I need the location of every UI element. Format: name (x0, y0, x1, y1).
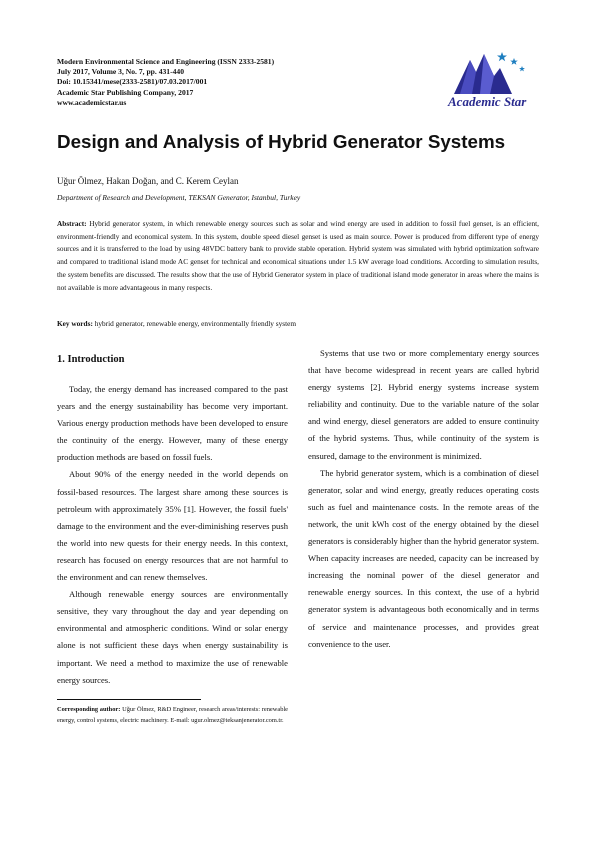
paragraph: Systems that use two or more complementary energy sources that have become widespread in recent years are called hybrid energy systems [2]. Hybrid energy systems increase system reliability and continuity. Due to the variable nature of the solar and wind energy, diesel generators are added to ensure continuity of the hybrid systems. Thus, while continuity of the system is ensured, damage to the environment is minimized. (308, 348, 539, 461)
journal-url: www.academicstar.us (57, 97, 127, 107)
section-heading: 1. Introduction (57, 354, 125, 365)
keywords (57, 319, 296, 329)
paragraph: Today, the energy demand has increased compared to the past years and the energy sustainability has become very important. Various energy production methods have been developed to ensure the continuity of the energy. However, many of these energy production methods are based on fossil fuels. (57, 384, 288, 463)
author-list: Uğur Ölmez, Hakan Doğan, and C. Kerem Ceylan (57, 176, 239, 186)
footnote-divider (57, 699, 201, 700)
academic-star-logo (440, 44, 544, 112)
right-column (308, 345, 539, 653)
journal-header (57, 57, 357, 108)
paper-title: Design and Analysis of Hybrid Generator Systems (57, 131, 506, 152)
footnote-label: Corresponding author: (57, 706, 121, 713)
affiliation: Department of Research and Development, TEKSAN Generator, Istanbul, Turkey (57, 193, 301, 202)
abstract-text: Hybrid generator system, in which renewable energy sources such as solar and wind energy are used in addition to fossil fuel genset, is an efficient, environment-friendly and economical system. In this system, double speed diesel genset is used as main source. Power is produced from different type of energy sources and it is transferred to the load by using 48VDC battery bank to provide stable operation. Hybrid system was simulated with hybrid optimization software and compared to traditional island mode AC genset for technical and economical situations under 1.5 kW average load conditions. According to simulation results, the system benefits are discussed. The results show that the use of Hybrid Generator system in place of traditional island mode generator in areas where the mains is not available is more advantageous in many respects. (57, 219, 539, 292)
abstract-label: Abstract: (57, 219, 87, 228)
paragraph: About 90% of the energy needed in the world depends on fossil-based resources. The largest share among these sources is petroleum with approximately 35% [1]. However, the fossil fuels' damage to the environment and the ever-diminishing reserves push the world into new quests for their energy needs. In this context, research has focused on energy resources that are not harmful to the environment and can renew themselves. (57, 469, 288, 583)
footnote-text: Uğur Ölmez, R&D Engineer, research areas/interests: renewable energy, control systems, electric machinery. E-mail: ugur.olmez@teksanjenerator.com.tr. (57, 706, 288, 724)
journal-doi: Doi: 10.15341/mese(2333-2581)/07.03.2017/001 (57, 77, 208, 87)
left-column (57, 345, 288, 689)
paragraph: Although renewable energy sources are environmentally sensitive, they vary throughout the day and year depending on environmental and atmospheric conditions. Wind or solar energy alone is not sufficient these days when energy sustainability is important. We need a method to maximize the use of renewable energy sources. (57, 589, 288, 685)
journal-publisher: Academic Star Publishing Company, 2017 (57, 87, 194, 97)
paragraph: The hybrid generator system, which is a combination of diesel generator, solar and wind energy, greatly reduces operating costs such as fuel and maintenance costs. In the remote areas of the network, the unit kWh cost of the energy obtained by the diesel generators is considerably higher than the hybrid generator system. When capacity increases are needed, capacity can be increased by increasing the nominal power of the diesel generator and renewable energy sources. In this context, the use of a hybrid generator system is advantageous both economically and in terms of service and maintenance processes, and provides great convenience to the user. (308, 467, 539, 649)
keywords-text: hybrid generator, renewable energy, environmentally friendly system (94, 319, 297, 328)
logo-text: Academic Star (448, 94, 527, 109)
journal-issue: July 2017, Volume 3, No. 7, pp. 431-440 (57, 67, 185, 77)
abstract (57, 218, 539, 294)
footnote (57, 705, 288, 726)
keywords-label: Key words: (57, 319, 93, 328)
journal-name: Modern Environmental Science and Engineering (ISSN 2333-2581) (57, 57, 275, 66)
